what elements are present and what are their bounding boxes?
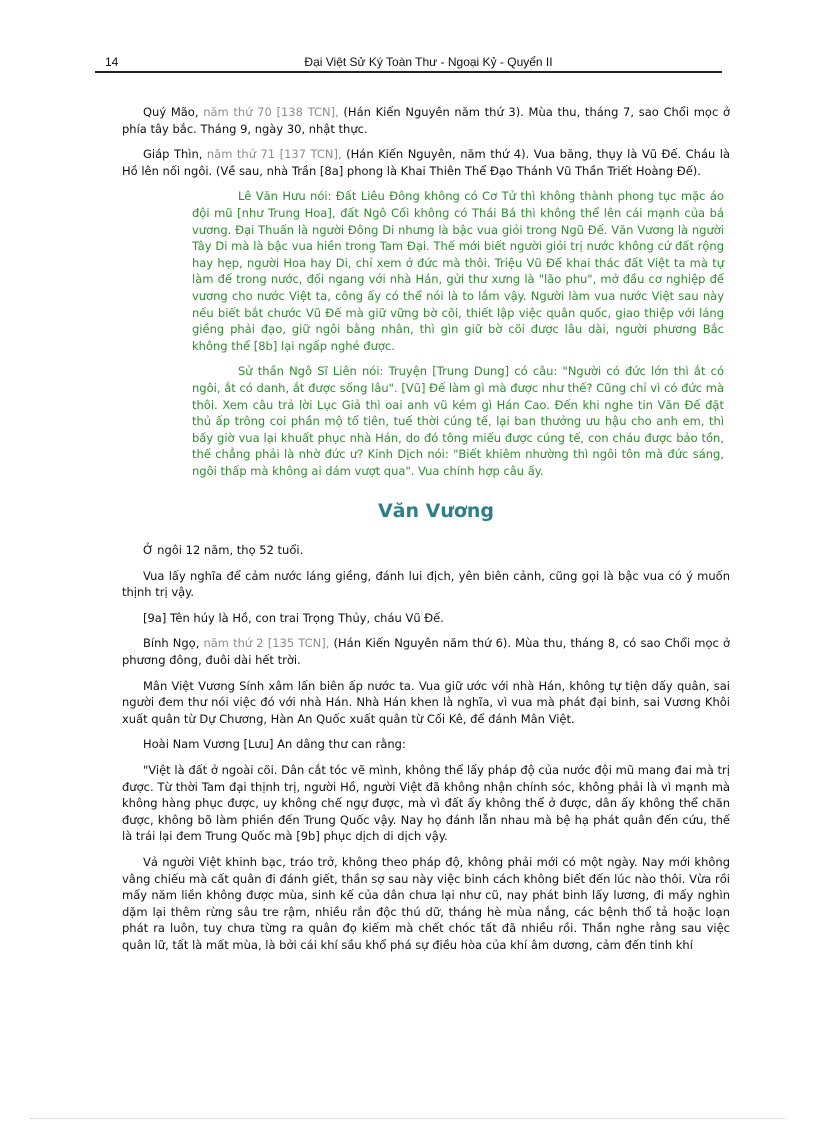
section-paragraph: Ở ngôi 12 năm, thọ 52 tuổi. (143, 543, 304, 558)
section-paragraph: [9a] Tên húy là Hồ, con trai Trọng Thủy, cháu Vũ Đế. (143, 610, 444, 625)
entry-date: Bính Ngọ, (143, 636, 204, 651)
page-number: 14 (105, 55, 119, 69)
body-paragraph: Mân Việt Vương Sính xâm lấn biên ấp nước ta. Vua giữ ước với nhà Hán, không tự tiện dấy quân, sai người đem thư nói việc đó với nhà Hán. Nhà Hán khen là nghĩa, vì vua mà phát đại binh, sai Vương Khôi xuất quân từ Dự Chương, Hàn An Quốc xuất quân từ Cối Kê, để đánh Mân Việt. (122, 678, 730, 726)
running-title: Đại Việt Sử Ký Toàn Thư - Ngoại Kỷ - Quyển II (304, 55, 553, 69)
entry-year: năm thứ 71 [137 TCN], (206, 147, 342, 162)
entry-year: năm thứ 70 [138 TCN], (203, 105, 339, 119)
page-body (122, 104, 730, 963)
page-header (95, 53, 722, 73)
historian-comment: Lê Văn Hưu nói: Đất Liêu Đông không có Cơ Tử thì không thành phong tục mặc áo đội mũ [như Trung Hoa], đất Ngô Cối không có Thái Bá thì không thể lên cái mạnh của bá vương. Đại Thuấn là người Đông Di nhưng là bậc vua giỏi trong Ngũ Đế. Văn Vương là người Tây Di mà là bậc vua hiền trong Tam Đại. Thế mới biết người giỏi trị nước không cứ đất rộng hay hẹp, người Hoa hay Di, chỉ xem ở đức mà thôi. Triệu Vũ Đế khai thác đất Việt ta mà tự làm đế trong nước, đối ngang với nhà Hán, gửi thư xưng là "lão phu", mở đầu cơ nghiệp đế vương cho nước Việt ta, công ấy có thể nói là to lắm vậy. Người làm vua nước Việt sau này nếu biết bắt chước Vũ Đế mà giữ vững bờ cõi, thiết lập việc quân quốc, giao thiệp với láng giềng phải đạo, giữ ngôi bằng nhân, thì gìn giữ bờ cõi được lâu dài, người phương Bắc không thể [8b] lại ngấp nghé được. (192, 189, 724, 353)
entry-paragraph (122, 635, 730, 668)
entry-date: Quý Mão, (143, 105, 204, 119)
section-paragraph: Vua lấy nghĩa để cảm nước láng giềng, đánh lui địch, yên biên cảnh, cũng gọi là bậc vua có ý muốn thịnh trị vậy. (122, 568, 730, 600)
entry-text: (Hán Kiến Nguyên năm thứ 6). Mùa thu, tháng 8, có sao Chổi mọc ở phương đông, đuôi dài hết trời. (122, 636, 730, 668)
entry-paragraph (122, 104, 730, 137)
page-bottom-divider (30, 1118, 786, 1119)
body-paragraph: Vả người Việt khinh bạc, tráo trở, không theo pháp độ, không phải mới có một ngày. Nay mới không vâng chiếu mà cất quân đi đánh giết, thần sợ sau này việc binh cách không biết đến lúc nào thôi. Vừa rồi mấy năm liền không được mùa, sinh kế của dân chưa lại như cũ, nay phát binh lấy lương, đi mấy nghìn dặm lại thêm rừng sâu tre rậm, nhiều rắn độc thú dữ, tháng hè mùa nắng, các bệnh thổ tả hoặc loạn phát ra luôn, tuy chưa từng ra quân đọ kiếm mà chết chóc tất đã nhiều rồi. Thần nghe rằng sau việc quân lữ, tất là mất mùa, là bởi cái khí sầu khổ phá sự điều hòa của khí âm dương, cảm đến tinh khí (122, 854, 730, 952)
entry-text: (Hán Kiến Nguyên năm thứ 3). Mùa thu, tháng 7, sao Chổi mọc ở phía tây bắc. Tháng 9, ngày 30, nhật thực. (122, 105, 730, 136)
historian-comment: Sử thần Ngô Sĩ Liên nói: Truyện [Trung Dung] có câu: "Người có đức lớn thì ắt có ngôi, ắt có danh, ắt được sống lâu". [Vũ] Đế làm gì mà được như thế? Cũng chỉ vì có đức mà thôi. Xem câu trả lời Lục Giả thì oai anh vũ kém gì Hán Cao. Đến khi nghe tin Văn Đế đặt thủ ấp trông coi phần mộ tổ tiên, tuế thời cúng tế, lại ban thưởng ưu hậu cho anh em, thì bấy giờ vua lại khuất phục nhà Hán, do đó tông miếu được cúng tế, con cháu được bảo tồn, thế chẳng phải là nhờ đức ư? Kinh Dịch nói: "Biết khiêm nhường thì ngôi tôn mà đức sáng, ngôi thấp mà không ai dám vượt qua". Vua chính hợp câu ấy. (192, 364, 724, 478)
entry-paragraph (122, 146, 730, 179)
section-title: Văn Vương (377, 500, 495, 523)
entry-year: năm thứ 2 [135 TCN], (203, 636, 330, 651)
body-paragraph: Hoài Nam Vương [Lưu] An dâng thư can rằng: (143, 737, 406, 752)
entry-date: Giáp Thìn, (143, 147, 207, 162)
entry-text: (Hán Kiến Nguyên, năm thứ 4). Vua băng, thụy là Vũ Đế. Cháu là Hồ lên nối ngôi. (Về sau, nhà Trần [8a] phong là Khai Thiên Thể Đạo Thánh Vũ Thần Triết Hoàng Đế). (122, 147, 731, 178)
body-paragraph: "Việt là đất ở ngoài cõi. Dân cắt tóc vẽ mình, không thể lấy pháp độ của nước đội mũ mang đai mà trị được. Từ thời Tam đại thịnh trị, người Hồ, người Việt đã không nhận chính sóc, không phải là vì mạnh mà không hàng phục được, uy không chế ngự được, mà vì đất ấy không thể ở được, dân ấy không thể chăn được, không bõ làm phiền đến Trung Quốc vậy. Nay họ đánh lẫn nhau mà bệ hạ phát quân đến cứu, thế là trái lại đem Trung Quốc mà [9b] phục dịch di dịch vậy. (122, 763, 730, 844)
